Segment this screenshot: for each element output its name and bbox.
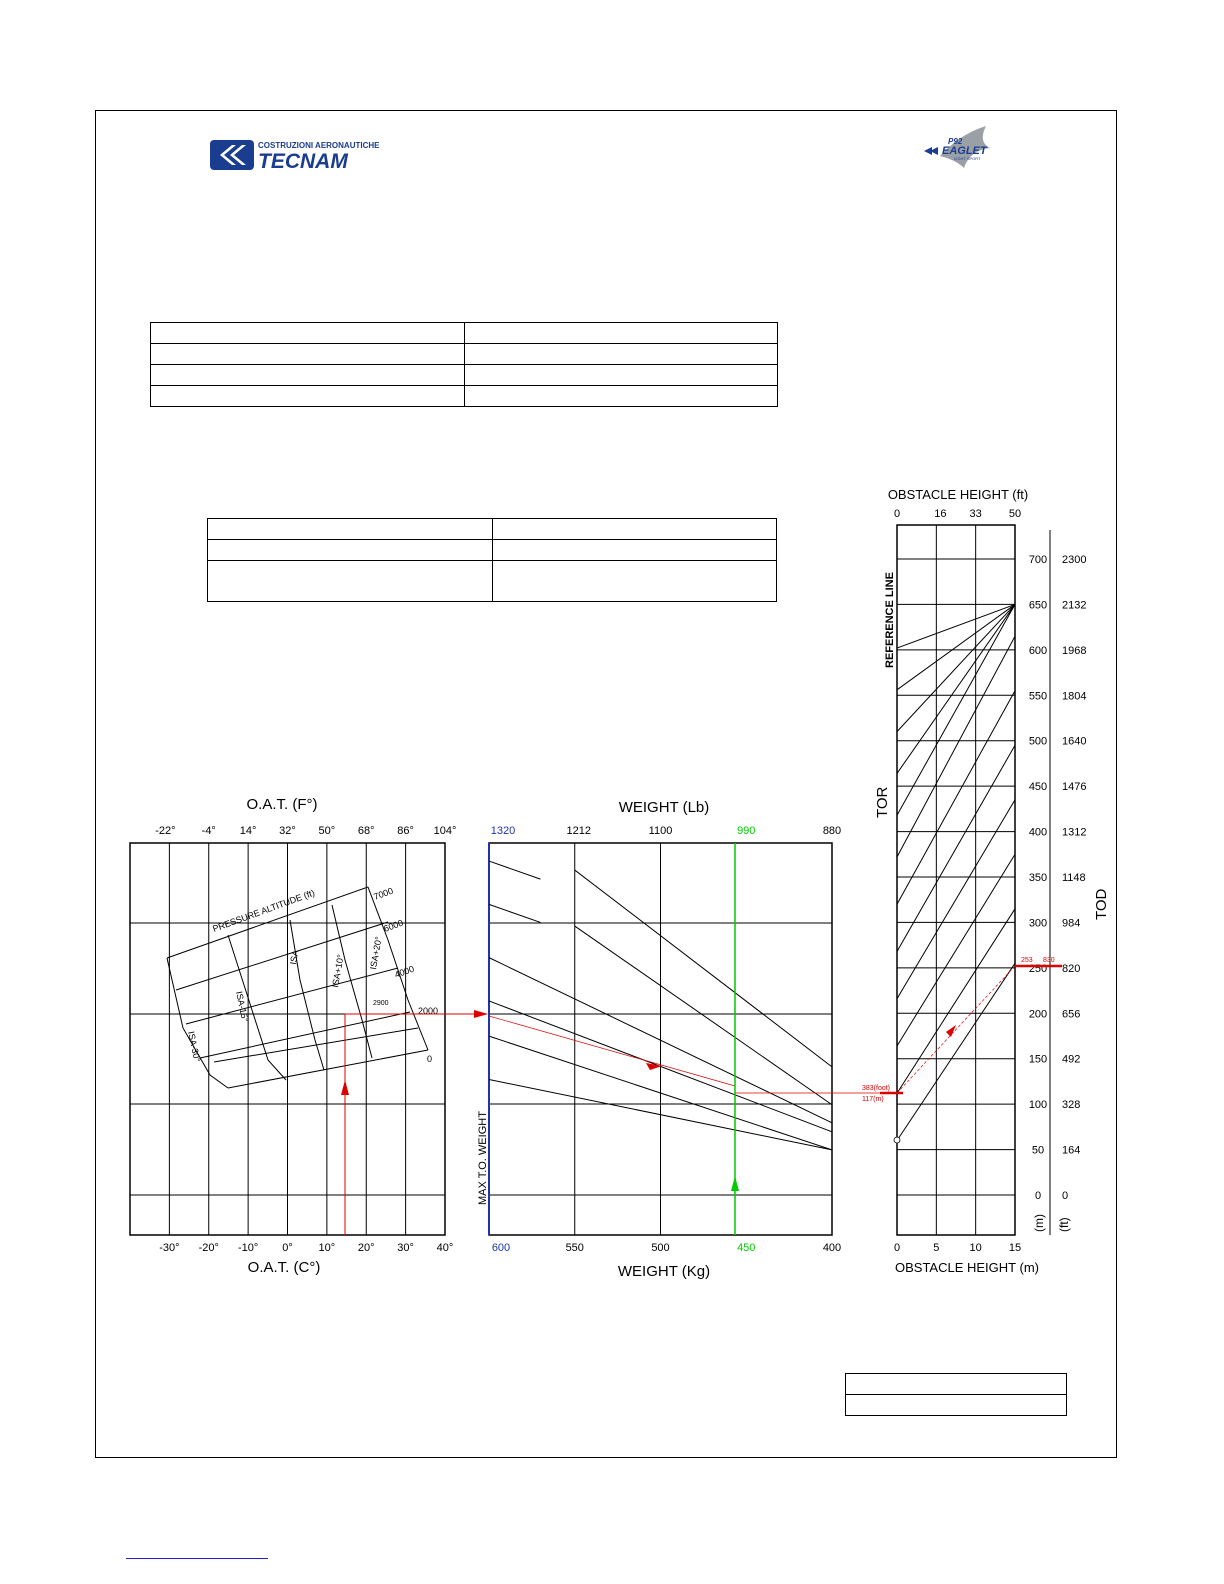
oat-top-tick: -4° <box>201 825 216 837</box>
obstacle-guide-line <box>897 636 1015 857</box>
altitude-2000-label: 2000 <box>418 1006 439 1016</box>
obstacle-guide-line <box>897 800 1015 999</box>
tod-tick-ft: 164 <box>1062 1144 1081 1157</box>
weight-bottom-tick: 450 <box>737 1242 756 1254</box>
tod-axis-label: TOD <box>1093 888 1110 920</box>
weight-top-tick: 1100 <box>648 825 673 837</box>
example-tod-ft-label: 830 <box>1043 957 1055 964</box>
isa-minus15-label: ISA-15° <box>234 990 251 1023</box>
oat-top-tick: 32° <box>279 825 296 837</box>
weight-bottom-tick: 500 <box>651 1242 670 1254</box>
brand-big-text: TECNAM <box>258 150 348 172</box>
tod-tick-ft: 1968 <box>1062 644 1087 657</box>
unit-ft-label: (ft) <box>1057 1217 1071 1232</box>
oat-top-tick: 86° <box>397 825 414 837</box>
isa-label: ISA <box>288 949 301 966</box>
example-tor-ft-label: 383(foot) <box>862 1085 891 1092</box>
obstacle-guide-line <box>897 604 1015 731</box>
isa-plus10-label: ISA+10° <box>330 953 346 989</box>
obstacle-top-tick: 16 <box>934 508 947 520</box>
model-sub-text: LIGHT SPORT <box>954 156 981 161</box>
tod-tick-ft: 492 <box>1062 1053 1081 1066</box>
obstacle-top-tick: 0 <box>893 508 901 520</box>
oat-bottom-tick: 40° <box>436 1242 454 1254</box>
altitude-7000-label: 7000 <box>372 885 395 902</box>
pressure-altitude-label: PRESSURE ALTITUDE (ft) <box>211 887 317 934</box>
example-oat-path <box>345 1014 406 1235</box>
example-obstacle-arrow <box>946 1025 956 1037</box>
obstacle-guide-line <box>897 854 1015 1046</box>
tod-tick-ft: 328 <box>1062 1099 1081 1112</box>
obstacle-bottom-tick: 15 <box>1008 1242 1022 1254</box>
obstacle-top-tick: 50 <box>1008 508 1022 520</box>
tor-tick-m: 550 <box>1028 690 1048 703</box>
weight-stub-line <box>489 861 540 879</box>
tor-tick-m: 300 <box>1028 917 1048 930</box>
isa-minus30-label: ISA-30° <box>186 1030 203 1063</box>
tor-axis-label: TOR <box>874 786 891 818</box>
example-weight-path <box>489 1016 735 1086</box>
obstacle-panel <box>874 487 1110 1275</box>
oat-bottom-tick: -30° <box>159 1242 180 1254</box>
example-obstacle-path <box>897 966 1015 1093</box>
oat-bottom-tick: -10° <box>237 1242 259 1254</box>
tor-tick-m: 400 <box>1028 826 1048 839</box>
obstacle-title-bottom: OBSTACLE HEIGHT (m) <box>895 1260 1039 1275</box>
tod-tick-ft: 1804 <box>1062 690 1087 703</box>
tor-tick-m: 100 <box>1028 1099 1048 1112</box>
weight-bottom-tick: 600 <box>491 1242 511 1254</box>
obstacle-guide-line <box>897 604 1015 689</box>
tod-tick-ft: 1476 <box>1062 781 1087 794</box>
tod-tick-ft: 1640 <box>1062 735 1087 748</box>
highlight-weight-arrow <box>731 1176 739 1191</box>
altitude-2900-label: 2900 <box>373 1000 389 1007</box>
tor-tick-m: 200 <box>1028 1008 1048 1021</box>
example-tod-m-label: 253 <box>1021 957 1033 964</box>
weight-top-tick: 880 <box>822 825 842 837</box>
obstacle-guide-line <box>897 604 1015 648</box>
obstacle-bottom-tick: 5 <box>933 1242 940 1254</box>
obstacle-guide-line <box>897 909 1015 1093</box>
example-right-arrow <box>474 1010 488 1018</box>
tod-tick-ft: 2132 <box>1062 599 1087 612</box>
altitude-6000-label: 6000 <box>382 917 405 934</box>
model-name-text: EAGLET <box>942 145 987 157</box>
isa-plus20-label: ISA+20° <box>368 935 384 971</box>
brand-small-text: COSTRUZIONI AERONAUTICHE <box>258 141 380 150</box>
max-takeoff-weight-label: MAX T.O. WEIGHT <box>477 1111 489 1205</box>
weight-title-bottom: WEIGHT (Kg) <box>617 1263 711 1280</box>
weight-top-tick: 990 <box>737 825 756 837</box>
obstacle-bottom-tick: 10 <box>969 1242 982 1254</box>
weight-bottom-tick: 400 <box>822 1242 842 1254</box>
oat-top-tick: 68° <box>357 825 375 837</box>
tod-tick-ft: 1312 <box>1062 826 1087 839</box>
reference-line-label: REFERENCE LINE <box>884 572 896 668</box>
weight-top-tick: 1212 <box>566 825 591 837</box>
tor-tick-m: 150 <box>1028 1053 1048 1066</box>
oat-bottom-tick: 20° <box>357 1242 375 1254</box>
weight-series-line <box>575 926 832 1105</box>
tor-tick-m: 500 <box>1028 735 1048 748</box>
tor-tick-m: 600 <box>1028 644 1048 657</box>
oat-top-tick: 50° <box>318 825 336 837</box>
tor-tick-m: 700 <box>1028 554 1048 566</box>
tod-tick-ft: 820 <box>1062 962 1081 975</box>
obstacle-bottom-tick: 0 <box>893 1242 901 1254</box>
tor-tick-m: 250 <box>1028 962 1048 975</box>
obstacle-guide-line <box>897 691 1015 905</box>
altitude-4000-label: 4000 <box>393 963 416 980</box>
reference-origin-marker <box>894 1137 900 1143</box>
tod-tick-ft: 2300 <box>1062 554 1087 566</box>
obstacle-title-top: OBSTACLE HEIGHT (ft) <box>887 487 1029 502</box>
obstacle-guide-line <box>897 963 1015 1140</box>
tod-tick-ft: 1148 <box>1062 872 1086 884</box>
weight-series-line <box>575 870 832 1067</box>
altitude-0-label: 0 <box>427 1054 433 1064</box>
oat-top-tick: -22° <box>155 825 176 837</box>
oat-panel <box>130 796 456 1276</box>
weight-top-tick: 1320 <box>490 825 516 837</box>
weight-panel <box>477 799 841 1280</box>
tor-tick-m: 50 <box>1031 1144 1045 1157</box>
obstacle-panel-frame <box>897 525 1015 1235</box>
obstacle-top-tick: 33 <box>969 508 982 520</box>
tor-tick-m: 0 <box>1034 1190 1042 1202</box>
tor-tick-m: 450 <box>1028 781 1048 794</box>
tor-tick-m: 650 <box>1028 599 1048 612</box>
tor-tick-m: 350 <box>1028 872 1048 884</box>
obstacle-guide-line <box>897 604 1015 815</box>
obstacle-guide-line <box>897 604 1015 773</box>
tod-tick-ft: 656 <box>1062 1008 1081 1021</box>
weight-stub-line <box>489 904 540 922</box>
oat-bottom-tick: -20° <box>198 1242 219 1254</box>
oat-bottom-tick: 10° <box>318 1242 336 1254</box>
example-up-arrow <box>341 1080 349 1095</box>
example-path <box>341 843 1062 1235</box>
oat-bottom-tick: 30° <box>397 1242 414 1254</box>
oat-top-tick: 104° <box>433 825 457 837</box>
weight-bottom-tick: 550 <box>565 1242 584 1254</box>
model-top-text: P92 <box>948 137 963 146</box>
oat-title-bottom: O.A.T. (C°) <box>247 1259 321 1276</box>
altitude-grid <box>167 887 428 1088</box>
oat-top-tick: 14° <box>239 825 257 837</box>
example-tor-m-label: 117(m) <box>862 1096 884 1103</box>
unit-m-label: (m) <box>1032 1214 1046 1232</box>
weight-title-top: WEIGHT (Lb) <box>618 799 710 816</box>
oat-title-top: O.A.T. (F°) <box>246 796 318 813</box>
tod-tick-ft: 984 <box>1062 917 1081 930</box>
oat-bottom-tick: 0° <box>282 1242 293 1254</box>
tod-tick-ft: 0 <box>1062 1190 1069 1202</box>
obstacle-guide-line <box>897 745 1015 951</box>
